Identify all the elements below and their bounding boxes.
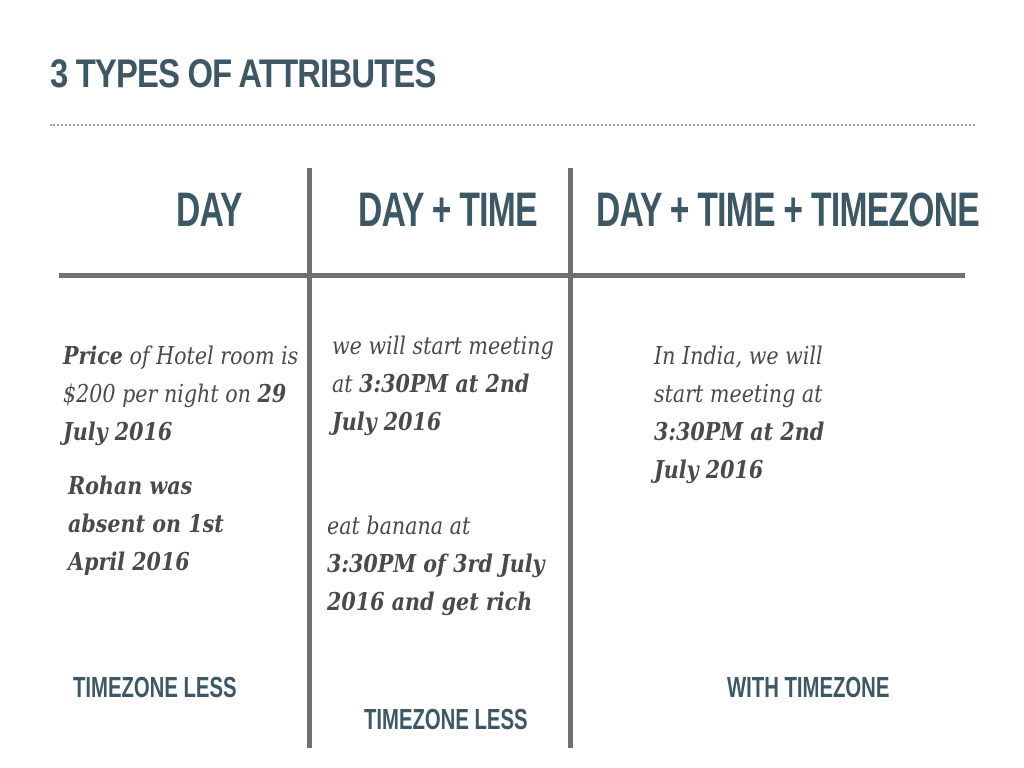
example-text: we will start meeting at <box>332 332 554 398</box>
title-divider <box>50 124 975 126</box>
example-text: of Hotel room is $200 per night on <box>63 342 299 408</box>
column-header-day: DAY <box>176 184 242 237</box>
day-time-example-banana <box>327 507 559 621</box>
column-header-day-time: DAY + TIME <box>358 184 537 237</box>
header-divider <box>59 273 965 278</box>
example-text-bold: 3:30PM at 2nd July 2016 <box>332 369 530 436</box>
footer-label-day-time: TIMEZONE LESS <box>364 704 528 736</box>
footer-label-day: TIMEZONE LESS <box>73 672 237 704</box>
column-header-day-time-timezone: DAY + TIME + TIMEZONE <box>596 184 979 237</box>
footer-label-timezone: WITH TIMEZONE <box>727 672 890 704</box>
slide-title: 3 TYPES OF ATTRIBUTES <box>50 52 436 96</box>
example-text-bold: 3:30PM at 2nd July 2016 <box>654 417 825 484</box>
timezone-example-meeting <box>654 337 860 489</box>
day-example-price <box>63 337 306 451</box>
example-text: In India, we will start meeting at <box>654 342 823 408</box>
day-time-example-meeting <box>332 327 564 441</box>
day-example-absent <box>68 467 249 581</box>
example-text: eat banana at <box>327 512 471 540</box>
example-text-bold: 3:30PM of 3rd July 2016 and get rich <box>327 549 545 616</box>
example-text-bold: 29 July 2016 <box>63 379 287 446</box>
column-divider-2 <box>568 168 573 748</box>
example-text-bold: Price <box>63 341 123 370</box>
example-text-bold: Rohan was absent on 1st April 2016 <box>68 471 224 576</box>
column-divider-1 <box>307 168 312 748</box>
